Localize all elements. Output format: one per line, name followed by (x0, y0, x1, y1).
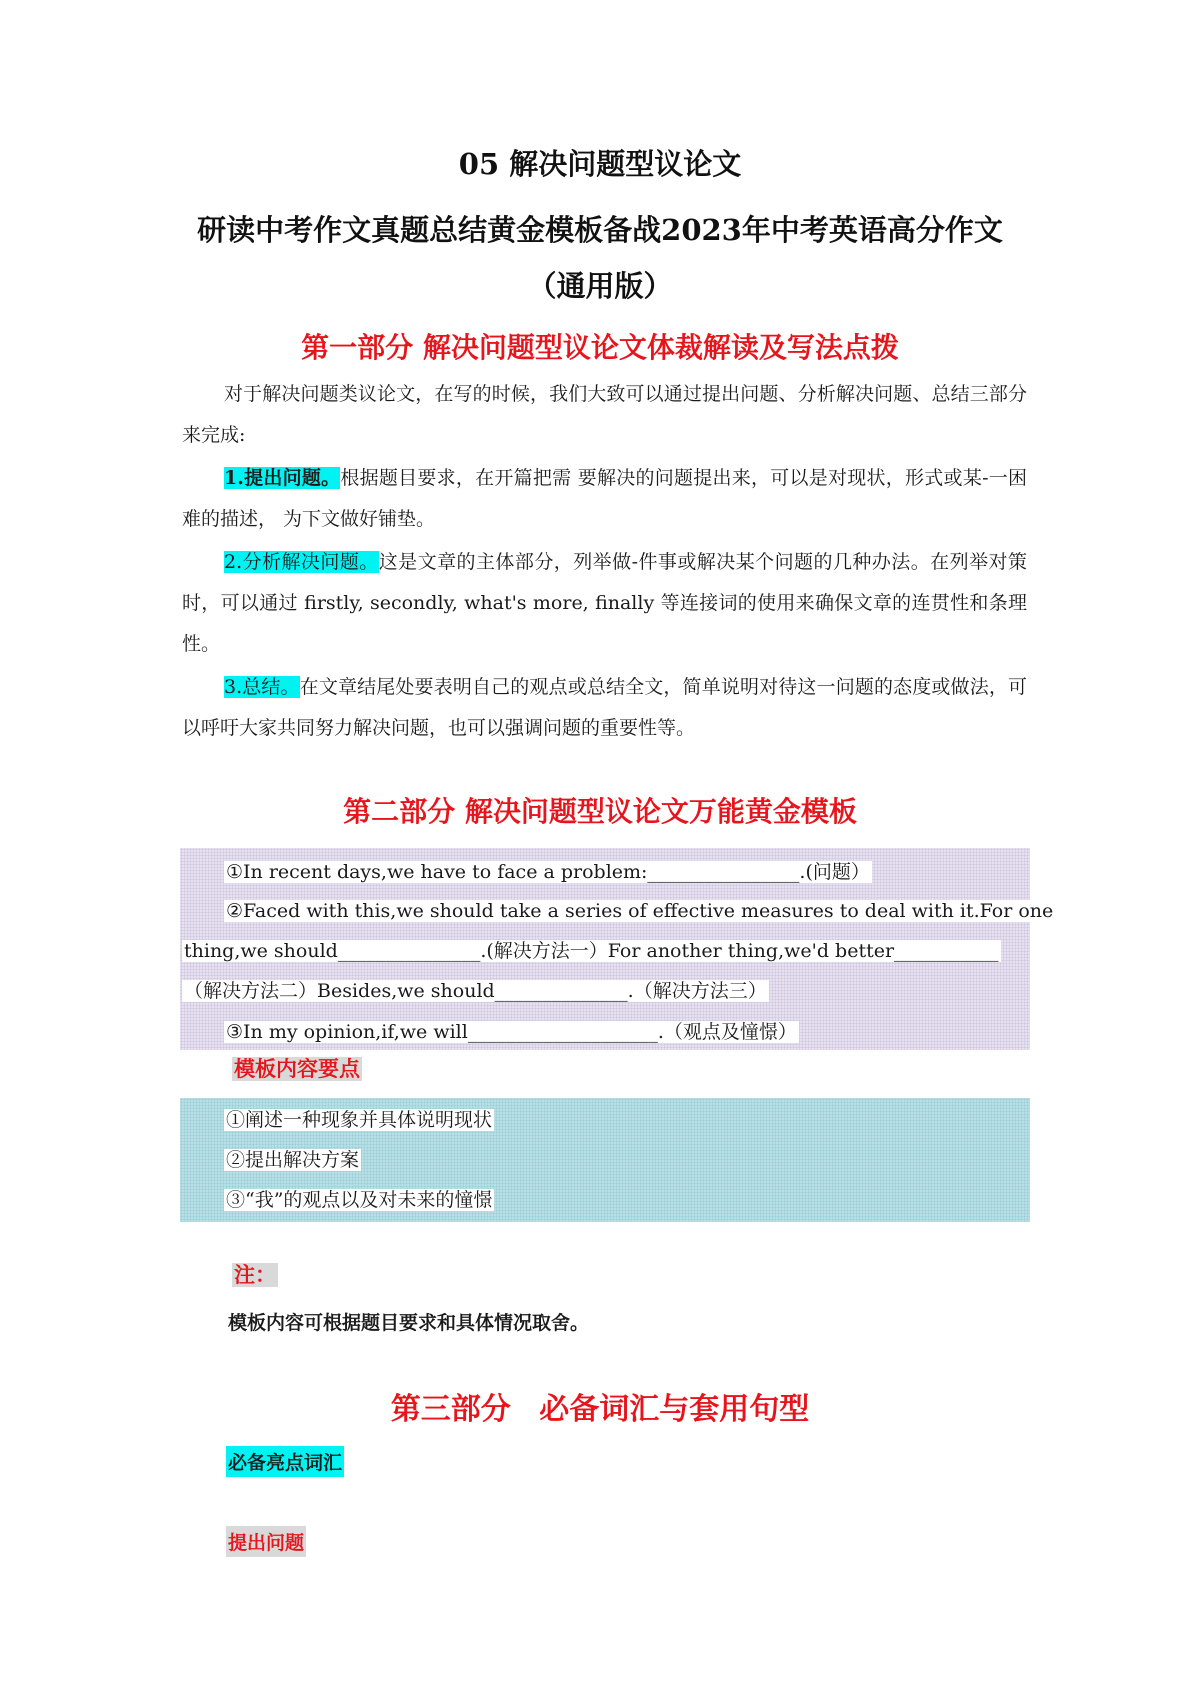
raise-problem-label: 提出问题 (226, 1526, 306, 1557)
note-text: 模板内容可根据题目要求和具体情况取舍。 (228, 1312, 590, 1334)
document-subtitle: 研读中考作文真题总结黄金模板备战2023年中考英语高分作文 (197, 213, 1003, 247)
part2-title: 第二部分 解决问题型议论文万能黄金模板 (343, 795, 857, 828)
step3-label: 3.总结。 (224, 676, 300, 698)
part1-intro: 对于解决问题类议论文，在写的时候，我们大致可以通过提出问题、分析解决问题、总结三部分来完成: (182, 383, 1027, 446)
step1-label: 1.提出问题。 (224, 467, 341, 489)
points-label: 模板内容要点 (234, 1057, 360, 1081)
template-line-3: thing,we should_______________.(解决方法一）For another thing,we'd better___________ (184, 940, 999, 962)
step2-label: 2.分析解决问题。 (224, 551, 379, 573)
template-line-4: （解决方法二）Besides,we should______________.（解决方法三） (184, 980, 767, 1002)
point-item: ①阐述一种现象并具体说明现状 (226, 1109, 493, 1131)
template-line-1: ①In recent days,we have to face a problem:________________.(问题） (226, 861, 870, 883)
part1-title: 第一部分 解决问题型议论文体裁解读及写法点拨 (301, 331, 899, 364)
template-box (180, 848, 1054, 1050)
template-line-2: ②Faced with this,we should take a series of effective measures to deal with it.For one (226, 900, 1054, 922)
step1-text: 根据题目要求，在开篇把需 要解决的问题提出来，可以是对现状，形式或某-一困难的描述， 为下文做好铺垫。 (182, 467, 1027, 530)
edition-label: （通用版） (527, 269, 673, 303)
step3-paragraph (182, 667, 1027, 749)
step3-text: 在文章结尾处要表明自己的观点或总结全文，简单说明对待这一问题的态度或做法，可以呼吁大家共同努力解决问题，也可以强调问题的重要性等。 (182, 676, 1027, 739)
step2-paragraph (182, 542, 1027, 665)
step2-text: 这是文章的主体部分，列举做-件事或解决某个问题的几种办法。在列举对策时，可以通过 firstly, secondly, what's more, finally 等连接词的使用来确保文章的连贯性和条理性。 (182, 551, 1027, 655)
document-title: 05 解决问题型议论文 (458, 147, 742, 181)
vocab-label: 必备亮点词汇 (226, 1446, 344, 1477)
step1-paragraph (182, 458, 1027, 540)
note-label: 注： (234, 1263, 276, 1287)
points-box (180, 1098, 1030, 1222)
point-item: ②提出解决方案 (226, 1149, 360, 1171)
point-item: ③“我”的观点以及对未来的憧憬 (226, 1189, 493, 1211)
part3-title: 第三部分 必备词汇与套用句型 (390, 1392, 810, 1427)
template-line-5: ③In my opinion,if,we will____________________.（观点及憧憬） (226, 1021, 797, 1043)
